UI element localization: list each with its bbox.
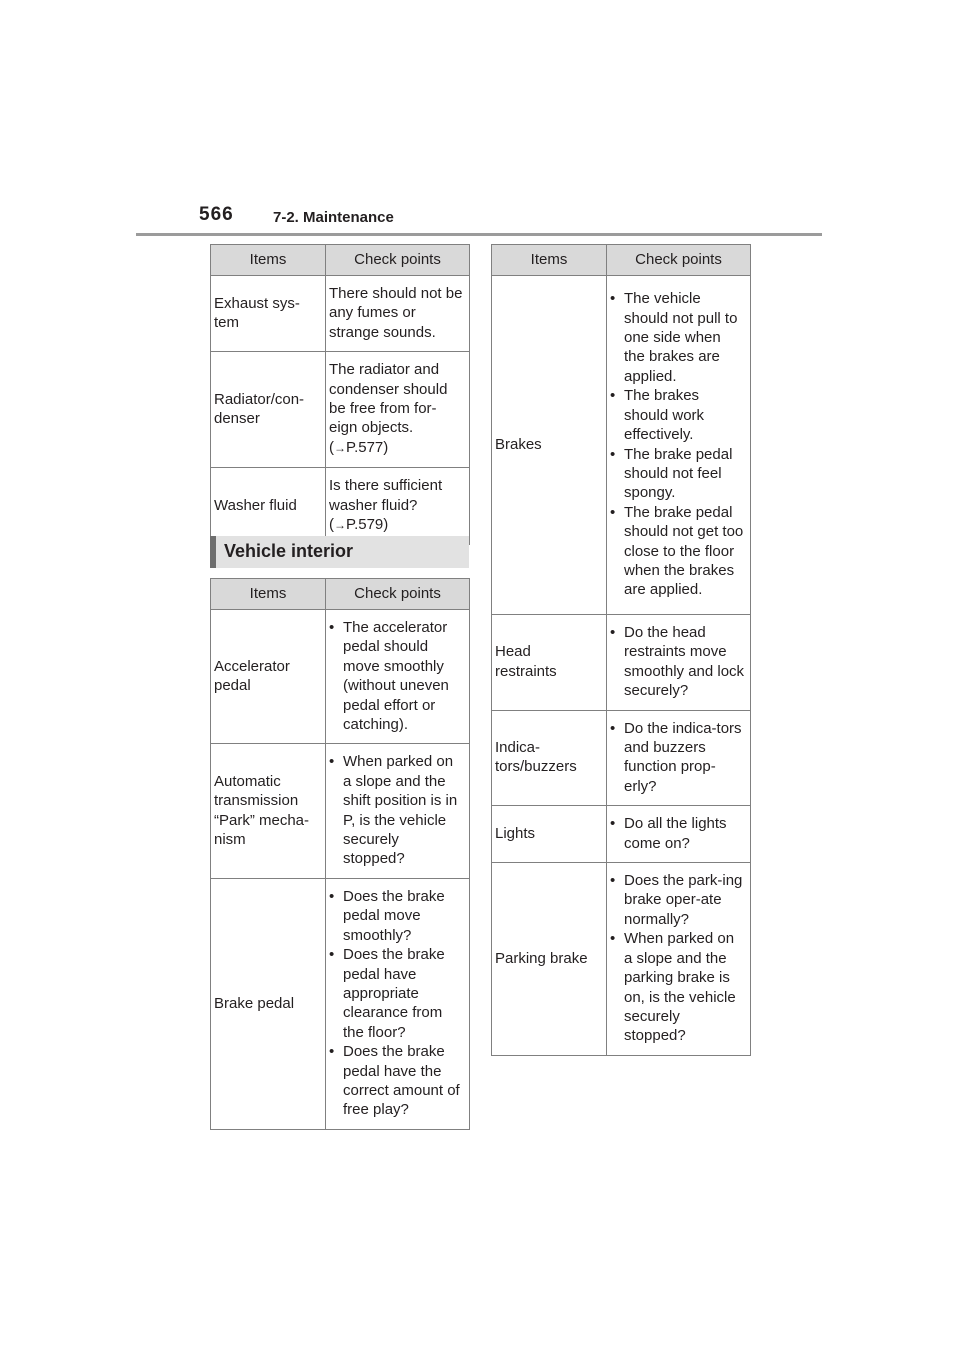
item-label: Exhaust sys- tem [214,294,300,332]
interior-check-table [210,578,470,1130]
table-row [492,806,751,863]
check-cell [607,710,751,806]
page-header [0,0,960,240]
table-header-row [211,579,470,610]
list-item: • The vehicle should not pull to one side when the brakes are applied. [610,289,745,386]
heading-text: Vehicle interior [224,541,354,561]
exterior-check-table [210,244,470,545]
check-point-list [329,752,464,868]
check-point-list [610,623,745,701]
table-row [492,863,751,1056]
check-point-list [329,618,464,734]
check-point-list [610,719,745,797]
check-cell [326,276,470,352]
check-text: Is there sufficient washer fluid? [329,477,443,514]
item-cell [492,863,607,1056]
list-item: • Do the head restraints move smoothly and lock securely? [610,623,745,701]
list-item: • Do the indica-tors and buzzers function prop-erly? [610,719,745,797]
item-label: Head restraints [495,643,557,680]
vehicle-interior-heading [210,536,469,568]
list-item: • Does the brake pedal have appropriate clearance from the floor? [329,945,464,1042]
check-text: The radiator and condenser should be free from for-eign objects. [329,361,448,437]
section-title: 7-2. Maintenance [273,209,394,226]
list-item: • The brake pedal should not get too close to the floor when the brakes are applied. [610,503,745,600]
table-header-row [211,245,470,276]
item-cell [492,276,607,615]
column-header-items: Items [211,579,326,610]
check-text: There should not be any fumes or strange sounds. [329,285,463,341]
column-header-check-points: Check points [607,245,751,276]
check-cell [326,744,470,878]
header-divider [136,233,822,236]
column-header-items: Items [492,245,607,276]
check-cell [607,615,751,711]
table-row [211,352,470,468]
check-point-list [610,289,745,600]
list-item: • When parked on a slope and the parking brake is on, is the vehicle securely stopped? [610,929,745,1045]
item-label: Radiator/con- denser [214,390,305,428]
table-row [211,276,470,352]
check-cell [607,806,751,863]
item-label: Brake pedal [214,994,295,1012]
item-label: Lights [495,824,536,842]
column-header-check-points: Check points [326,245,470,276]
list-item: • The accelerator pedal should move smoothly (without uneven pedal effort or catching). [329,618,464,734]
list-item: • Does the park-ing brake oper-ate normally? [610,871,745,929]
item-cell [211,276,326,352]
check-cell: The radiator and condenser should be free from for-eign objects. (→P.577) [326,352,470,468]
table-row [492,615,751,711]
table-row [211,744,470,878]
item-label: Accelerator pedal [214,657,290,695]
table-row [211,610,470,744]
list-item: • Does the brake pedal have the correct amount of free play? [329,1042,464,1120]
check-cell [326,878,470,1129]
arrow-right-icon: → [334,518,346,533]
page-reference-link[interactable]: P.579 [346,516,384,534]
column-header-check-points: Check points [326,579,470,610]
check-cell: Is there sufficient washer fluid? (→P.579) [326,468,470,545]
page-number: 566 [199,204,234,225]
arrow-right-icon: → [334,440,346,455]
check-point-list [610,814,745,853]
page-reference-link[interactable]: P.577 [346,438,384,456]
item-cell [211,610,326,744]
list-item: • When parked on a slope and the shift position is in P, is the vehicle securely stopped? [329,752,464,868]
table-row [211,878,470,1129]
item-label: Indica- tors/buzzers [495,739,577,776]
item-label: Washer fluid [214,497,297,515]
check-point-list [329,887,464,1120]
interior-check-table-continued [491,244,751,1056]
item-cell [492,710,607,806]
list-item: • Does the brake pedal move smoothly? [329,887,464,945]
column-header-items: Items [211,245,326,276]
item-label: Parking brake [495,949,588,967]
check-cell [607,863,751,1056]
list-item: • The brake pedal should not feel spongy. [610,445,745,503]
table-header-row [492,245,751,276]
table-row [492,710,751,806]
table-row [211,468,470,545]
table-row [492,276,751,615]
item-cell [211,878,326,1129]
item-cell [211,744,326,878]
list-item: • Do all the lights come on? [610,814,745,853]
item-cell [492,615,607,711]
check-cell [607,276,751,615]
item-cell [492,806,607,863]
item-cell [211,352,326,468]
item-label: Brakes [495,435,542,453]
check-point-list [610,871,745,1046]
item-label: Automatic transmission “Park” mecha- nism [214,772,310,849]
item-cell [211,468,326,545]
list-item: • The brakes should work effectively. [610,386,745,444]
check-cell [326,610,470,744]
